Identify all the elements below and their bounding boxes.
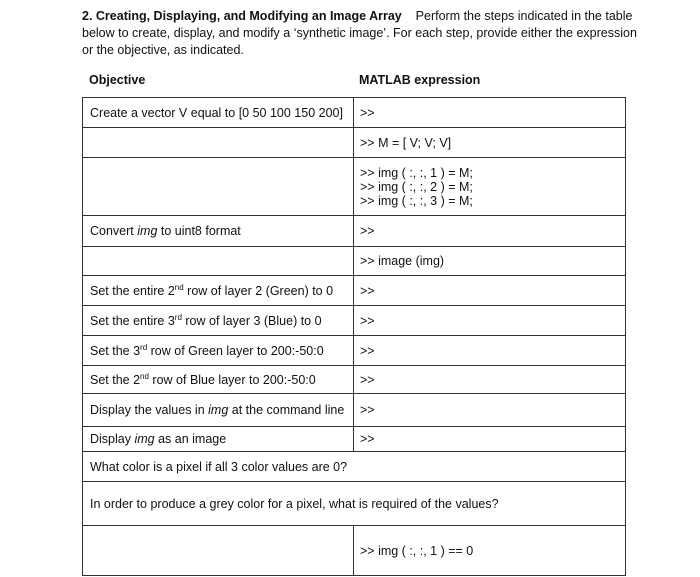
- objective-text: to uint8 format: [157, 224, 241, 238]
- objective-cell[interactable]: [83, 526, 354, 576]
- matlab-cell[interactable]: [354, 427, 626, 452]
- variable-name: img: [208, 403, 229, 417]
- objective-text: Set the entire 2: [90, 283, 175, 298]
- matlab-cell[interactable]: [354, 276, 626, 306]
- matlab-line: >>: [360, 372, 375, 387]
- objective-cell[interactable]: Create a vector V equal to [0 50 100 150 200]: [83, 98, 354, 128]
- matlab-cell[interactable]: [354, 128, 626, 158]
- matlab-expression-header: MATLAB expression: [359, 73, 481, 87]
- question-title: 2. Creating, Displaying, and Modifying an Image Array: [82, 9, 402, 23]
- matlab-cell[interactable]: [354, 216, 626, 247]
- objective-text: row of layer 2 (Green) to 0: [183, 283, 334, 298]
- objective-cell[interactable]: [83, 158, 354, 216]
- matlab-line: >> M = [ V; V; V]: [360, 135, 452, 150]
- objective-cell[interactable]: [83, 336, 354, 366]
- matlab-cell[interactable]: [354, 98, 626, 128]
- table-row: [83, 336, 626, 366]
- question-cell[interactable]: In order to produce a grey color for a pixel, what is required of the values?: [83, 482, 626, 526]
- table-row: [83, 394, 626, 427]
- objective-text: Convert: [90, 224, 138, 238]
- variable-name: img: [134, 432, 155, 446]
- table-row: [83, 128, 626, 158]
- objective-cell[interactable]: [83, 427, 354, 452]
- objective-cell[interactable]: [83, 306, 354, 336]
- matlab-cell[interactable]: [354, 366, 626, 394]
- matlab-line: >>: [360, 283, 375, 298]
- objective-text: as an image: [154, 432, 227, 446]
- table-row: [83, 306, 626, 336]
- ordinal-suffix: nd: [174, 282, 184, 292]
- objective-cell[interactable]: [83, 247, 354, 276]
- ordinal-suffix: rd: [174, 312, 182, 322]
- matlab-line: >>: [360, 403, 375, 417]
- objective-text: Set the 2: [90, 372, 141, 387]
- objective-text: row of Green layer to 200:-50:0: [147, 343, 324, 358]
- variable-name: img: [137, 224, 158, 238]
- objective-cell[interactable]: [83, 216, 354, 247]
- matlab-line: >>: [360, 224, 375, 238]
- ordinal-suffix: rd: [140, 342, 148, 352]
- objective-cell[interactable]: [83, 276, 354, 306]
- objective-cell[interactable]: [83, 128, 354, 158]
- matlab-line: >> img ( :, :, 2 ) = M;: [360, 179, 473, 194]
- matlab-line: >>: [360, 432, 375, 446]
- table-row: [83, 158, 626, 216]
- objective-text: Set the 3: [90, 343, 141, 358]
- table-row: [83, 216, 626, 247]
- table-row: [83, 482, 626, 526]
- objective-text: row of Blue layer to 200:-50:0: [148, 372, 316, 387]
- matlab-line: >>: [360, 343, 375, 358]
- objective-header: Objective: [89, 73, 146, 87]
- matlab-line: >> img ( :, :, 1 ) = M;: [360, 165, 473, 180]
- objective-cell[interactable]: [83, 366, 354, 394]
- table-row: [83, 98, 626, 128]
- objective-cell[interactable]: [83, 394, 354, 427]
- matlab-line: >>: [360, 105, 375, 120]
- objective-text: Display the values in: [90, 403, 209, 417]
- matlab-cell[interactable]: [354, 158, 626, 216]
- table-row: [83, 427, 626, 452]
- matlab-line: >> img ( :, :, 3 ) = M;: [360, 193, 473, 208]
- matlab-line: >> img ( :, :, 1 ) == 0: [360, 543, 474, 558]
- table-row: [83, 452, 626, 482]
- table-row: [83, 366, 626, 394]
- question-instructions: Perform the steps indicated in the table below to create, display, and modify a ‘synthetic image’. For each step, provide either the expression or the objective, as indicated.: [82, 9, 637, 57]
- matlab-cell[interactable]: [354, 247, 626, 276]
- question-intro: [82, 8, 642, 59]
- objective-text: row of layer 3 (Blue) to 0: [181, 313, 322, 328]
- objective-text: Set the entire 3: [90, 313, 175, 328]
- table-row: [83, 526, 626, 576]
- matlab-cell[interactable]: [354, 306, 626, 336]
- matlab-cell[interactable]: [354, 336, 626, 366]
- steps-table: [82, 97, 626, 576]
- objective-text: at the command line: [228, 403, 345, 417]
- question-cell[interactable]: What color is a pixel if all 3 color values are 0?: [83, 452, 626, 482]
- matlab-cell[interactable]: [354, 394, 626, 427]
- ordinal-suffix: nd: [140, 371, 149, 381]
- objective-text: Display: [90, 432, 135, 446]
- table-row: [83, 247, 626, 276]
- table-row: [83, 276, 626, 306]
- table-column-headers: [82, 73, 624, 91]
- matlab-line: >> image (img): [360, 254, 445, 268]
- matlab-cell[interactable]: [354, 526, 626, 576]
- matlab-line: >>: [360, 313, 375, 328]
